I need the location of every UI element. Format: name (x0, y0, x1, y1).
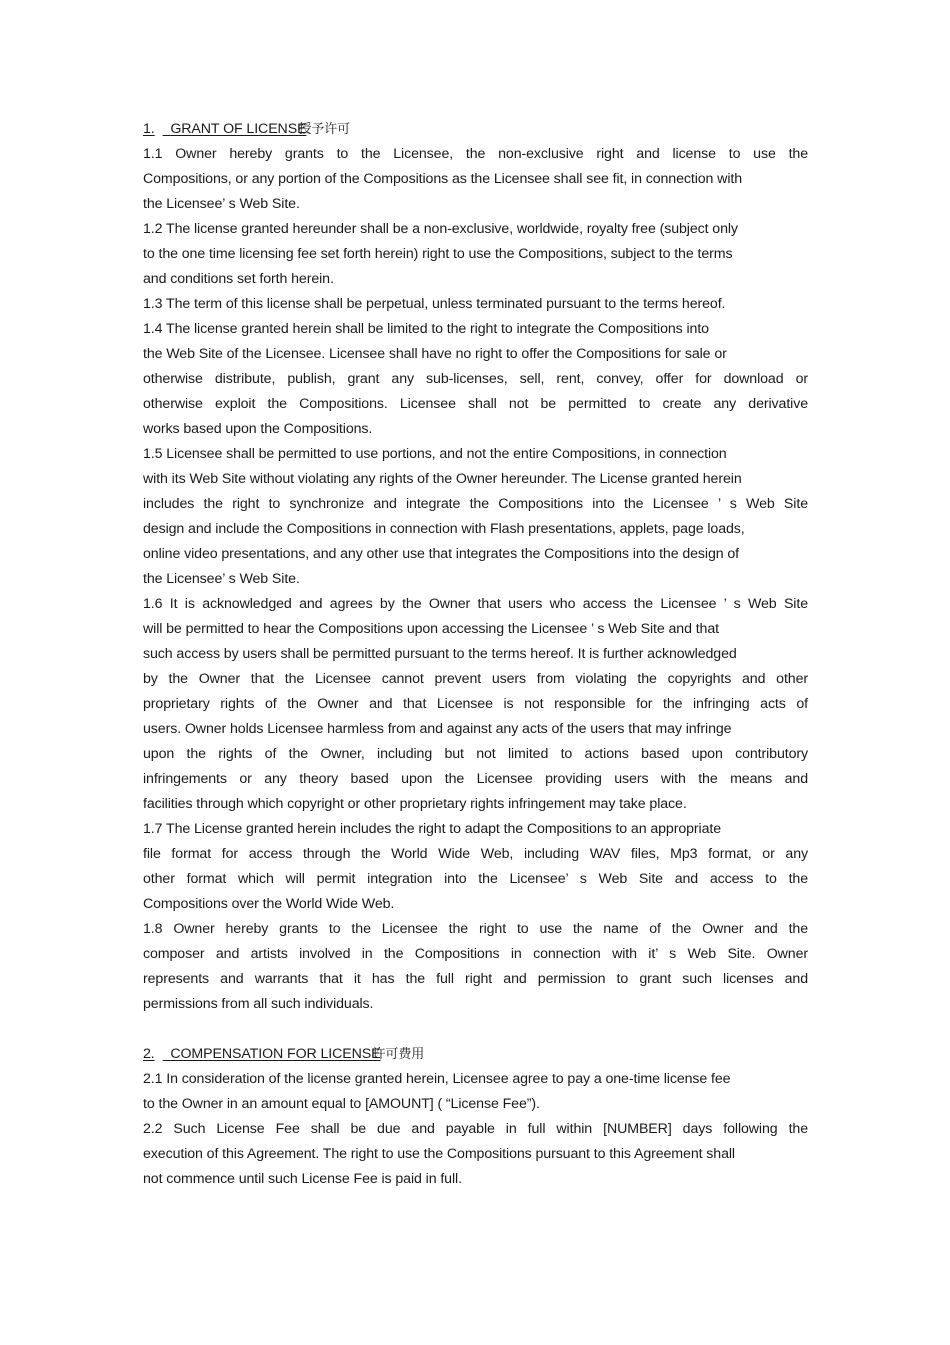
heading-text: 2. COMPENSATION FOR LICENSE (143, 1046, 381, 1062)
heading-cjk-text: 授予许可 (298, 122, 351, 137)
text-line: works based upon the Compositions. (143, 421, 373, 437)
text-line: infringements or any theory based upon the Licensee providing users with the means and (143, 771, 808, 787)
text-line: will be permitted to hear the Compositions upon accessing the Licensee ’ s Web Site and that (143, 621, 719, 637)
text-line: 1.2 The license granted hereunder shall be a non-exclusive, worldwide, royalty free (subject only (143, 221, 738, 237)
text-line: the Licensee’ s Web Site. (143, 571, 300, 587)
text-line: such access by users shall be permitted pursuant to the terms hereof. It is further acknowledged (143, 646, 737, 662)
section-gap (143, 1017, 808, 1042)
text-line: the Licensee’ s Web Site. (143, 196, 300, 212)
text-line: composer and artists involved in the Compositions in connection with it’ s Web Site. Owner (143, 946, 808, 962)
text-line: users. Owner holds Licensee harmless from and against any acts of the users that may infringe (143, 721, 732, 737)
document-page (143, 117, 808, 1192)
text-line: includes the right to synchronize and integrate the Compositions into the Licensee ’ s Web Site (143, 496, 808, 512)
text-line: the Web Site of the Licensee. Licensee shall have no right to offer the Compositions for sale or (143, 346, 727, 362)
text-line: execution of this Agreement. The right to use the Compositions pursuant to this Agreement shall (143, 1146, 735, 1162)
text-line: 2.1 In consideration of the license granted herein, Licensee agree to pay a one-time license fee (143, 1071, 731, 1087)
text-line: and conditions set forth herein. (143, 271, 334, 287)
section-body (143, 1067, 808, 1192)
text-line: 1.1 Owner hereby grants to the Licensee, the non-exclusive right and license to use the (143, 146, 808, 162)
section-heading (143, 1042, 808, 1067)
text-line: otherwise exploit the Compositions. Licensee shall not be permitted to create any derivative (143, 396, 808, 412)
text-line: to the Owner in an amount equal to [AMOUNT] ( “License Fee”). (143, 1096, 540, 1112)
text-line: other format which will permit integration into the Licensee’ s Web Site and access to the (143, 871, 808, 887)
text-line: upon the rights of the Owner, including but not limited to actions based upon contributory (143, 746, 808, 762)
text-line: proprietary rights of the Owner and that Licensee is not responsible for the infringing acts of (143, 696, 808, 712)
section-heading (143, 117, 808, 142)
text-line: 1.4 The license granted herein shall be limited to the right to integrate the Compositions into (143, 321, 709, 337)
text-line: design and include the Compositions in connection with Flash presentations, applets, page loads, (143, 521, 745, 537)
text-line: permissions from all such individuals. (143, 996, 374, 1012)
text-line: represents and warrants that it has the full right and permission to grant such licenses and (143, 971, 808, 987)
text-line: to the one time licensing fee set forth herein) right to use the Compositions, subject to the terms (143, 246, 733, 262)
text-line: Compositions over the World Wide Web. (143, 896, 395, 912)
text-line: online video presentations, and any other use that integrates the Compositions into the design of (143, 546, 740, 562)
text-line: 1.7 The License granted herein includes the right to adapt the Compositions to an appropriate (143, 821, 722, 837)
text-line: Compositions, or any portion of the Compositions as the Licensee shall see fit, in connection with (143, 171, 743, 187)
text-line: file format for access through the World Wide Web, including WAV files, Mp3 format, or any (143, 846, 808, 862)
text-line: by the Owner that the Licensee cannot prevent users from violating the copyrights and other (143, 671, 808, 687)
text-line: 1.6 It is acknowledged and agrees by the Owner that users who access the Licensee ’ s Web Site (143, 596, 808, 612)
text-line: facilities through which copyright or other proprietary rights infringement may take place. (143, 796, 687, 812)
section-body (143, 142, 808, 1017)
section-compensation-for-license (143, 1042, 808, 1192)
text-line: 2.2 Such License Fee shall be due and payable in full within [NUMBER] days following the (143, 1121, 808, 1137)
text-line: otherwise distribute, publish, grant any sub-licenses, sell, rent, convey, offer for download or (143, 371, 808, 387)
heading-text: 1. GRANT OF LICENSE (143, 121, 307, 137)
text-line: 1.3 The term of this license shall be perpetual, unless terminated pursuant to the terms hereof. (143, 296, 726, 312)
text-line: with its Web Site without violating any rights of the Owner hereunder. The License granted herein (143, 471, 742, 487)
section-grant-of-license (143, 117, 808, 1017)
text-line: 1.8 Owner hereby grants to the Licensee the right to use the name of the Owner and the (143, 921, 808, 937)
text-line: 1.5 Licensee shall be permitted to use portions, and not the entire Compositions, in connection (143, 446, 727, 462)
heading-cjk-text: 许可费用 (372, 1047, 425, 1062)
text-line: not commence until such License Fee is paid in full. (143, 1171, 462, 1187)
